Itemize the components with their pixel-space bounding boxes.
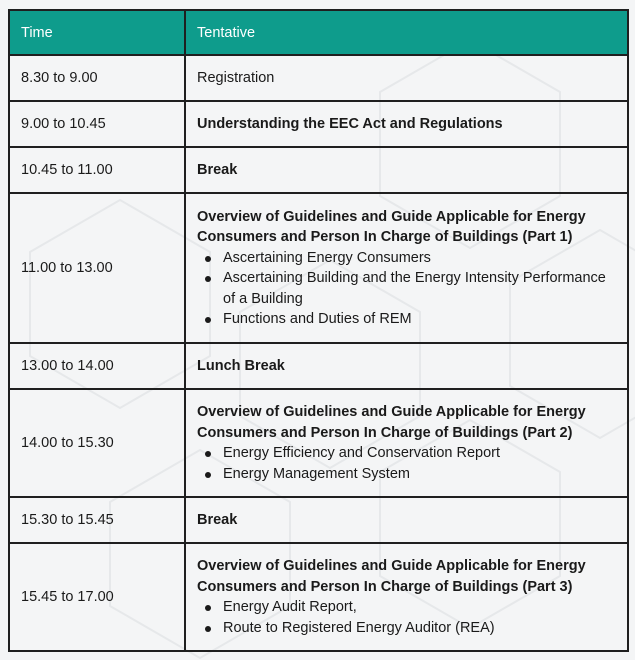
activity-cell bbox=[185, 193, 628, 343]
activity-cell bbox=[185, 101, 628, 147]
time-cell: 15.45 to 17.00 bbox=[9, 543, 185, 651]
table-row bbox=[9, 101, 628, 147]
time-cell: 9.00 to 10.45 bbox=[9, 101, 185, 147]
activity-cell bbox=[185, 343, 628, 389]
activity-cell bbox=[185, 147, 628, 193]
header-time: Time bbox=[9, 10, 185, 55]
activity-title: Registration bbox=[197, 70, 275, 86]
activity-cell bbox=[185, 497, 628, 543]
schedule-table bbox=[8, 9, 629, 652]
list-item: Energy Audit Report, bbox=[223, 597, 616, 618]
list-item: Energy Efficiency and Conservation Report bbox=[223, 443, 616, 464]
activity-title: Break bbox=[197, 512, 238, 528]
time-cell: 11.00 to 13.00 bbox=[9, 193, 185, 343]
activity-title: Understanding the EEC Act and Regulations bbox=[197, 116, 503, 132]
list-item: Ascertaining Building and the Energy Intensity Performance of a Building bbox=[223, 268, 616, 309]
list-item: Route to Registered Energy Auditor (REA) bbox=[223, 618, 616, 639]
topic-list bbox=[197, 597, 616, 638]
activity-title: Break bbox=[197, 162, 238, 178]
list-item: Functions and Duties of REM bbox=[223, 309, 616, 330]
activity-title: Overview of Guidelines and Guide Applicable for Energy Consumers and Person In Charge of Buildings (Part 2) bbox=[197, 404, 586, 441]
header-row bbox=[9, 10, 628, 55]
time-cell: 8.30 to 9.00 bbox=[9, 55, 185, 101]
table-row bbox=[9, 55, 628, 101]
time-cell: 13.00 to 14.00 bbox=[9, 343, 185, 389]
table-row bbox=[9, 147, 628, 193]
table-row bbox=[9, 193, 628, 343]
topic-list bbox=[197, 443, 616, 484]
list-item: Ascertaining Energy Consumers bbox=[223, 248, 616, 269]
activity-cell bbox=[185, 55, 628, 101]
time-cell: 15.30 to 15.45 bbox=[9, 497, 185, 543]
activity-cell bbox=[185, 543, 628, 651]
activity-title: Overview of Guidelines and Guide Applicable for Energy Consumers and Person In Charge of Buildings (Part 1) bbox=[197, 208, 586, 245]
list-item: Energy Management System bbox=[223, 464, 616, 485]
time-cell: 14.00 to 15.30 bbox=[9, 389, 185, 497]
activity-title: Lunch Break bbox=[197, 358, 285, 374]
header-tentative: Tentative bbox=[185, 10, 628, 55]
time-cell: 10.45 to 11.00 bbox=[9, 147, 185, 193]
topic-list bbox=[197, 248, 616, 330]
activity-title: Overview of Guidelines and Guide Applicable for Energy Consumers and Person In Charge of Buildings (Part 3) bbox=[197, 558, 586, 595]
table-row bbox=[9, 343, 628, 389]
table-row bbox=[9, 389, 628, 497]
table-row bbox=[9, 497, 628, 543]
activity-cell bbox=[185, 389, 628, 497]
table-row bbox=[9, 543, 628, 651]
